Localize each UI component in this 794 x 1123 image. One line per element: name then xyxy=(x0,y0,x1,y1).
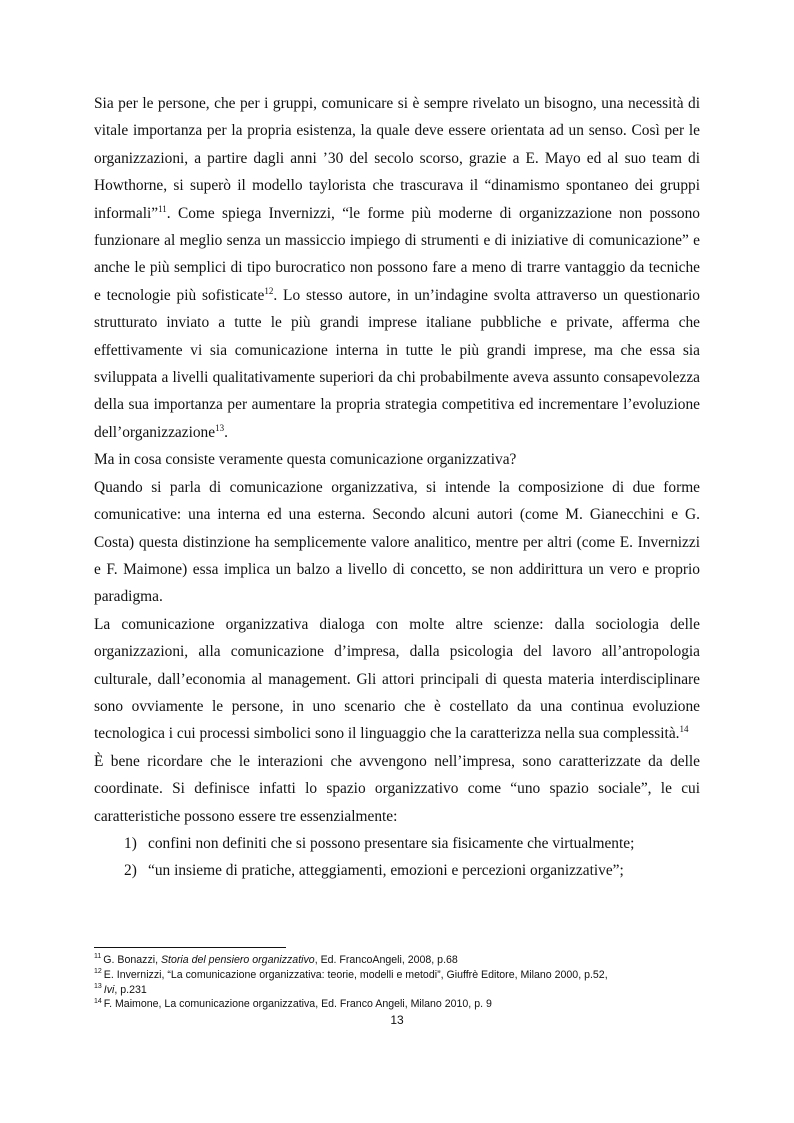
footnote-ref-13: 13 xyxy=(215,422,225,433)
list-item-text: confini non definiti che si possono presentare sia fisicamente che virtualmente; xyxy=(148,834,635,852)
footnote-number: 11 xyxy=(94,953,102,961)
list-item xyxy=(124,830,700,857)
footnote-text: G. Bonazzi, xyxy=(103,954,161,966)
paragraph-1-text-c: . Lo stesso autore, in un’indagine svolta attraverso un questionario strutturato inviato a tutte le più grandi imprese italiane pubbliche e private, afferma che effettivamente vi sia comunicazione interna in tutte le più grandi imprese, ma che essa sia sviluppata a livelli qualitativamente superiori da chi probabilmente aveva assunto consapevolezza della sua importanza per aumentare la propria strategia competitiva ed incrementare l’evoluzione dell’organizzazione xyxy=(94,286,701,441)
paragraph-4-text: La comunicazione organizzativa dialoga con molte altre scienze: dalla sociologia delle organizzazioni, alla comunicazione d’impresa, dalla psicologia del lavoro all’antropologia culturale, dall’economia al management. Gli attori principali di questa materia interdisciplinare sono ovviamente le persone, in uno scenario che è costellato da una continua evoluzione tecnologica i cui processi simbolici sono il linguaggio che la caratterizza nella sua complessità. xyxy=(94,615,700,743)
footnote-text-end: , p.231 xyxy=(114,983,147,996)
footnote-text-end: , Ed. FrancoAngeli, 2008, p.68 xyxy=(314,954,458,966)
footnote-separator xyxy=(94,947,286,948)
page-number: 13 xyxy=(390,1013,404,1027)
footnote-title: Storia del pensiero organizzativo xyxy=(160,954,315,966)
footnote-number: 13 xyxy=(94,983,102,991)
paragraph-3: Quando si parla di comunicazione organizzativa, si intende la composizione di due forme comunicative: una interna ed una esterna. Secondo alcuni autori (come M. Gianecchini e G. Costa) questa distinzione ha semplicemente valore analitico, mentre per altri (come E. Invernizzi e F. Maimone) essa implica un balzo a livello di concetto, se non addirittura un vero e proprio paradigma. xyxy=(94,478,700,606)
list-item xyxy=(124,857,700,884)
footnote-12 xyxy=(94,968,734,983)
footnote-13 xyxy=(94,983,734,998)
footnote-number: 14 xyxy=(94,997,102,1005)
paragraph-1-text-b: . Come spiega Invernizzi, “le forme più moderne di organizzazione non possono funzionare al meglio senza un massiccio impiego di strumenti e di iniziative di comunicazione” e anche le più semplici di tipo burocratico non possono fare a meno di trarre vantaggio da tecniche e tecnologie più sofisticate xyxy=(94,204,700,304)
footnote-number: 12 xyxy=(94,968,102,976)
footnote-text: F. Maimone, La comunicazione organizzativa, Ed. Franco Angeli, Milano 2010, p. 9 xyxy=(103,998,492,1011)
body-text xyxy=(94,90,700,885)
paragraph-2: Ma in cosa consiste veramente questa comunicazione organizzativa? xyxy=(94,451,517,469)
list-item-number: 2) xyxy=(124,862,137,880)
paragraph-5: È bene ricordare che le interazioni che avvengono nell’impresa, sono caratterizzate da delle coordinate. Si definisce infatti lo spazio organizzativo come “uno spazio sociale”, le cui caratteristiche possono essere tre essenzialmente: xyxy=(94,752,700,825)
footnote-ref-12: 12 xyxy=(264,285,274,296)
footnotes xyxy=(94,953,734,1012)
footnote-14 xyxy=(94,997,734,1012)
list-item-number: 1) xyxy=(124,834,137,852)
footnote-ref-14: 14 xyxy=(679,724,689,735)
footnote-ref-11: 11 xyxy=(158,203,167,214)
paragraph-1-text-a: Sia per le persone, che per i gruppi, comunicare si è sempre rivelato un bisogno, una necessità di vitale importanza per la propria esistenza, la quale deve essere orientata ad un senso. Così per le organizzazioni, a partire dagli anni ’30 del secolo scorso, grazie a E. Mayo ed al suo team di Howthorne, si superò il modello taylorista che trascurava il “dinamismo spontaneo dei gruppi informali” xyxy=(94,95,700,222)
characteristics-list xyxy=(94,830,700,885)
paragraph-4 xyxy=(94,611,700,748)
paragraph-1-text-d: . xyxy=(224,423,228,441)
list-item-text: “un insieme di pratiche, atteggiamenti, emozioni e percezioni organizzative”; xyxy=(148,862,624,880)
footnote-title: Ivi xyxy=(103,983,115,996)
footnote-text: E. Invernizzi, “La comunicazione organizzativa: teorie, modelli e metodi”, Giuffrè Editore, Milano 2000, p.52, xyxy=(103,968,608,981)
paragraph-1 xyxy=(94,90,700,446)
footnote-11 xyxy=(94,953,734,968)
